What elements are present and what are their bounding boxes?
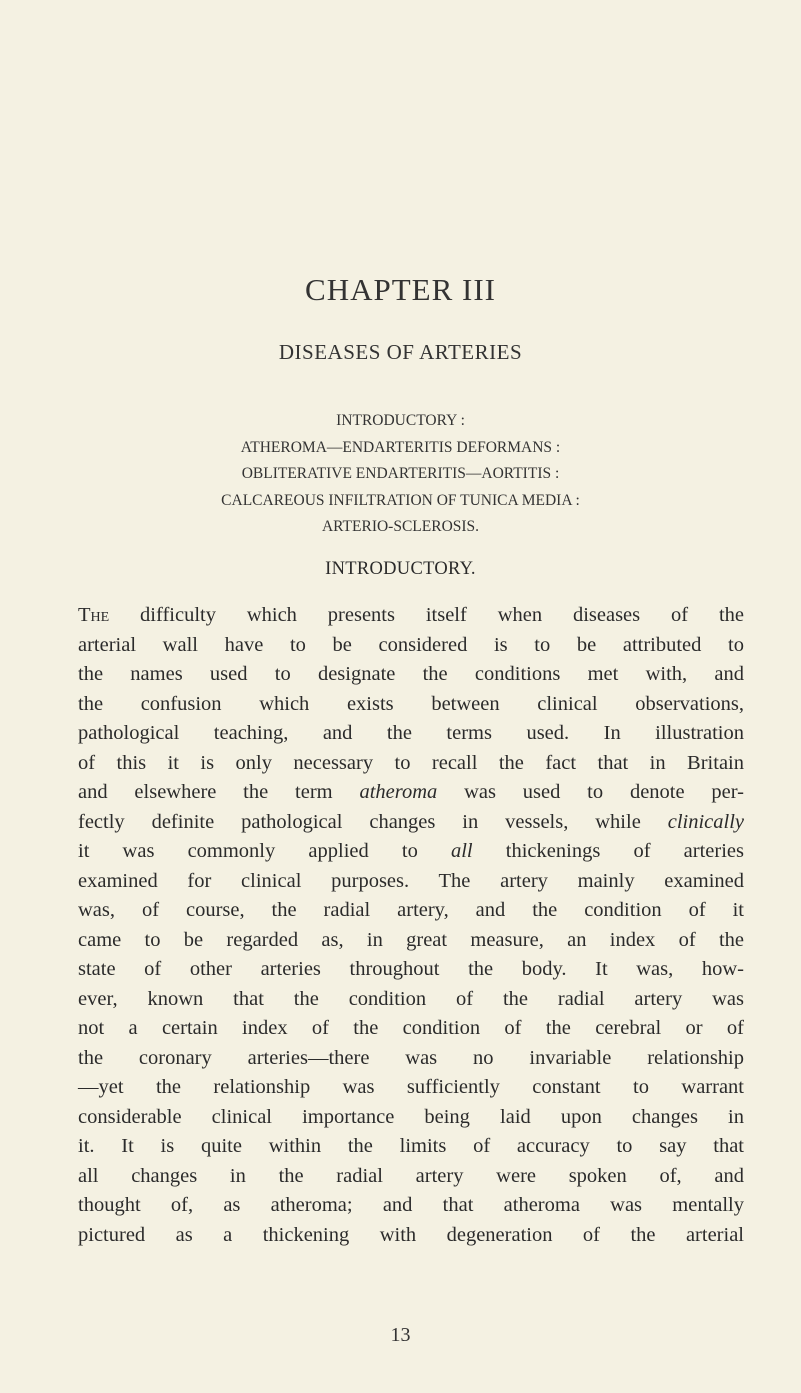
text-line: pictured as a thickening with degeneration of the arterial xyxy=(78,1223,744,1246)
italic-term: all xyxy=(450,840,473,862)
italic-term: clinically xyxy=(667,810,744,833)
contents-line: OBLITERATIVE ENDARTERITIS—AORTITIS : xyxy=(241,465,560,482)
text-line: thought of, as atheroma; and that atheroma was mentally xyxy=(78,1194,744,1216)
chapter-title: CHAPTER III xyxy=(305,272,496,307)
contents-line: ATHEROMA—ENDARTERITIS DEFORMANS : xyxy=(240,438,561,456)
text-line: considerable clinical importance being laid upon changes in xyxy=(78,1105,744,1128)
text-line: —yet the relationship was sufficiently constant to warrant xyxy=(78,1076,744,1098)
text-line: examined for clinical purposes. The artery mainly examined xyxy=(78,869,744,892)
body-paragraph xyxy=(78,601,744,1250)
text-line: the confusion which exists between clinical observations, xyxy=(78,692,744,715)
text-line: it. It is quite within the limits of accuracy to say that xyxy=(78,1135,744,1157)
text-line: of this it is only necessary to recall the fact that in Britain xyxy=(78,751,744,774)
text-line: not a certain index of the condition of the cerebral or of xyxy=(78,1017,744,1039)
italic-term: atheroma xyxy=(359,781,438,803)
text-line: ever, known that the condition of the radial artery was xyxy=(78,987,744,1010)
first-word: The xyxy=(78,604,110,626)
page-number: 13 xyxy=(390,1324,411,1346)
text-line: was, of course, the radial artery, and the condition of it xyxy=(78,899,744,921)
text-line: the names used to designate the conditions met with, and xyxy=(78,663,744,685)
text-line: came to be regarded as, in great measure, an index of the xyxy=(78,928,744,951)
chapter-subtitle: DISEASES OF ARTERIES xyxy=(278,340,523,364)
text-line: arterial wall have to be considered is to be attributed to xyxy=(78,633,744,656)
text-line: state of other arteries throughout the body. It was, how- xyxy=(78,958,744,980)
text-line: the coronary arteries—there was no invariable relationship xyxy=(78,1046,744,1069)
chapter-contents xyxy=(0,408,801,541)
contents-line: CALCAREOUS INFILTRATION OF TUNICA MEDIA : xyxy=(221,491,580,509)
text-line: pathological teaching, and the terms used. In illustration xyxy=(78,722,744,744)
text-line: and elsewhere the term atheroma was used to denote per- xyxy=(78,781,744,803)
text-line: The difficulty which presents itself when diseases of the xyxy=(78,604,744,626)
contents-line: ARTERIO-SCLEROSIS. xyxy=(321,518,480,535)
text-line: it was commonly applied to all thickenings of arteries xyxy=(78,840,744,862)
section-heading: INTRODUCTORY. xyxy=(325,559,476,579)
contents-line: INTRODUCTORY : xyxy=(336,412,465,429)
text-line: all changes in the radial artery were spoken of, and xyxy=(78,1164,744,1187)
text-line: fectly definite pathological changes in vessels, while clinically xyxy=(78,810,744,833)
